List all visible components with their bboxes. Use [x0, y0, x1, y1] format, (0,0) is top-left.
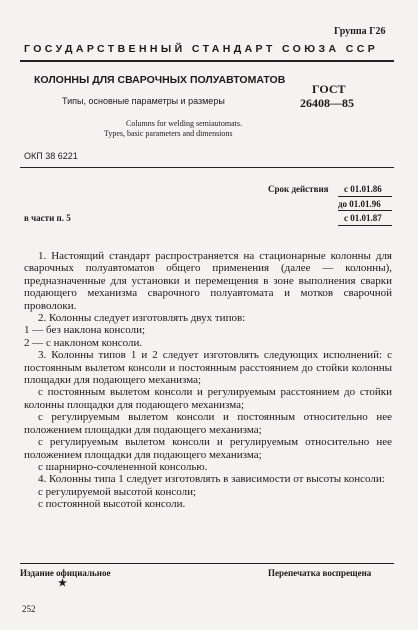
page-number: 252: [22, 604, 36, 614]
variant-5: с шарнирно-сочлененной консолью.: [38, 460, 208, 473]
document-title-en: Columns for welding semiautomats.: [126, 119, 242, 128]
paragraph-2: 2. Колонны следует изготовлять двух типов:: [38, 312, 246, 325]
okp-code: ОКП 38 6221: [24, 151, 78, 161]
okp-rule: [20, 167, 394, 168]
document-subtitle: Типы, основные параметры и размеры: [62, 96, 225, 106]
official-edition-label: Издание официальное: [20, 568, 111, 578]
term-rule-3: [338, 225, 392, 226]
type-1-item: 1 — без наклона консоли;: [24, 324, 146, 337]
term-date-to: до 01.01.96: [338, 199, 381, 209]
document-body: [24, 250, 392, 511]
type-2-item: 2 — с наклоном консоли.: [24, 336, 143, 349]
term-label: Срок действия: [268, 184, 329, 194]
term-date-from: с 01.01.86: [344, 184, 382, 194]
gost-number: 26408—85: [300, 96, 354, 110]
variant-4: с регулируемым вылетом консоли и регулируемым относительно нее положением площадки для подающего механизма;: [24, 436, 392, 461]
document-title: КОЛОННЫ ДЛЯ СВАРОЧНЫХ ПОЛУАВТОМАТОВ: [34, 74, 286, 86]
paragraph-1: 1. Настоящий стандарт распространяется на стационарные колонны для сварочных полуавтоматов общего применения (далее — колонны), предназначенные для установки и перемещения в зоне выполнения сварки подающего механизма сварочного полуавтомата и мотков сварочной проволоки.: [24, 250, 392, 312]
height-option-1: с регулируемой высотой консоли;: [38, 485, 197, 498]
part-date: с 01.01.87: [344, 213, 382, 223]
standard-header: ГОСУДАРСТВЕННЫЙ СТАНДАРТ СОЮЗА ССР: [24, 43, 379, 55]
star-icon: ★: [58, 578, 67, 589]
part-label: в части п. 5: [24, 213, 71, 223]
variant-3: с регулируемым вылетом консоли и постоянным относительно нее положением площадки для подающего механизма;: [24, 411, 392, 436]
variant-2: с постоянным вылетом консоли и регулируемым расстоянием до стойки колонны площадки для подающего механизма;: [24, 386, 392, 411]
paragraph-4: 4. Колонны типа 1 следует изготовлять в зависимости от высоты консоли:: [38, 473, 385, 486]
term-rule-2: [338, 210, 392, 211]
gost-label: ГОСТ: [312, 82, 346, 96]
term-rule-1: [338, 196, 392, 197]
document-subtitle-en: Types, basic parameters and dimensions: [104, 129, 233, 138]
height-option-2: с постоянной высотой консоли.: [38, 498, 186, 511]
header-rule: [20, 60, 394, 62]
footer-rule: [20, 563, 394, 564]
reprint-notice: Перепечатка воспрещена: [268, 568, 372, 578]
group-code: Группа Г26: [334, 26, 386, 37]
paragraph-3: 3. Колонны типов 1 и 2 следует изготовлять следующих исполнений: с постоянным вылетом консоли и постоянным расстоянием до стойки колонны площадки для подающего механизма;: [24, 349, 392, 387]
